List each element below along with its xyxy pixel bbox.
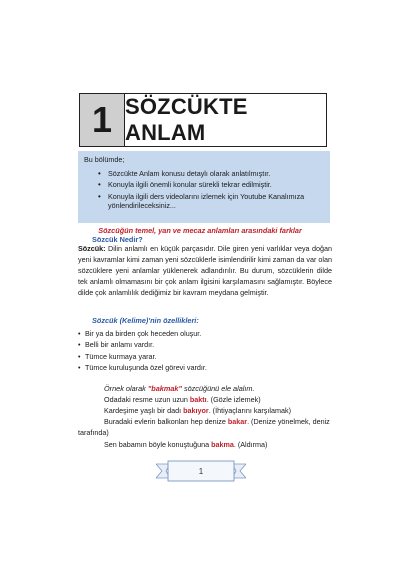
section-heading: Sözcüğün temel, yan ve mecaz anlamları arasındaki farklar: [98, 226, 302, 235]
example-sentences: [78, 394, 332, 450]
chapter-title-band: [79, 93, 327, 147]
example-text: . (Aldırma): [233, 439, 268, 449]
chapter-number: 1: [80, 94, 125, 146]
example-intro: [104, 384, 255, 393]
chapter-info-box: [78, 151, 330, 223]
example-intro-after: sözcüğünü ele alalım.: [181, 384, 255, 393]
example-sentence: [78, 394, 332, 405]
info-item: • Konuyla ilgili ders videolarını izlemek için Youtube Kanalımıza yönlendirileceksiniz...: [98, 192, 324, 211]
example-text: Odadaki resme uzun uzun: [104, 395, 190, 404]
example-keyword: "bakmak": [147, 384, 182, 393]
features-heading: Sözcük (Kelime)'nin özellikleri:: [92, 316, 199, 325]
example-text: Kardeşime yaşlı bir dadı: [104, 406, 184, 416]
definition-text: Dilin anlamlı en küçük parçasıdır. Dile giren yeni varlıklar veya doğan yeni kavramlar kimi zaman yeni sözcüklerle isimlendirilir kimi zaman da var olan sözcüklere yeni anlamlar yüklenerek adlandırılır. Bu durum, sözcüklerin dilde tek anlamlı olmamasını bir çok anlam ilgisini karşılamasını sağlamıştır. Böylece dilde çok anlamlılık dediğimiz bir kavram meydana gelmiştir.: [78, 244, 332, 297]
page-number: 1: [198, 466, 204, 476]
example-text: . (Gözle izlemek): [206, 395, 261, 404]
info-intro: Bu bölümde;: [84, 155, 125, 164]
example-highlight: bakar: [227, 417, 248, 427]
example-sentence: [78, 439, 332, 450]
example-intro-before: Örnek olarak: [104, 384, 148, 393]
example-text: Buradaki evlerin balkonları hep denize: [104, 417, 228, 427]
sub-heading: Sözcük Nedir?: [92, 235, 143, 244]
example-text: . (İhtiyaçlarını karşılamak): [208, 406, 291, 416]
example-highlight: bakma: [211, 439, 234, 449]
info-item: • Sözcükte Anlam konusu detaylı olarak anlatılmıştır.: [98, 169, 324, 179]
example-sentence: [78, 405, 332, 416]
page-number-ribbon: [156, 458, 246, 484]
feature-item: • Belli bir anlamı vardır.: [78, 339, 207, 350]
definition-paragraph: [78, 244, 332, 299]
feature-item: • Tümce kurmaya yarar.: [78, 351, 207, 362]
example-text: Sen babamın böyle konuştuğuna: [104, 439, 212, 449]
feature-item: • Bir ya da birden çok heceden oluşur.: [78, 328, 207, 339]
definition-lead: Sözcük:: [78, 244, 106, 253]
example-text: . (Denize yönelmek, deniz tarafında): [78, 417, 330, 438]
example-highlight: bakıyor: [183, 406, 209, 416]
feature-list: [78, 328, 207, 374]
info-item: • Konuyla ilgili önemli konular sürekli tekrar edilmiştir.: [98, 180, 324, 190]
example-highlight: baktı: [189, 395, 207, 404]
example-sentence: [78, 416, 332, 438]
info-list: [84, 169, 324, 211]
feature-item: • Tümce kuruluşunda özel görevi vardır.: [78, 362, 207, 373]
chapter-title: SÖZCÜKTE ANLAM: [125, 94, 248, 145]
